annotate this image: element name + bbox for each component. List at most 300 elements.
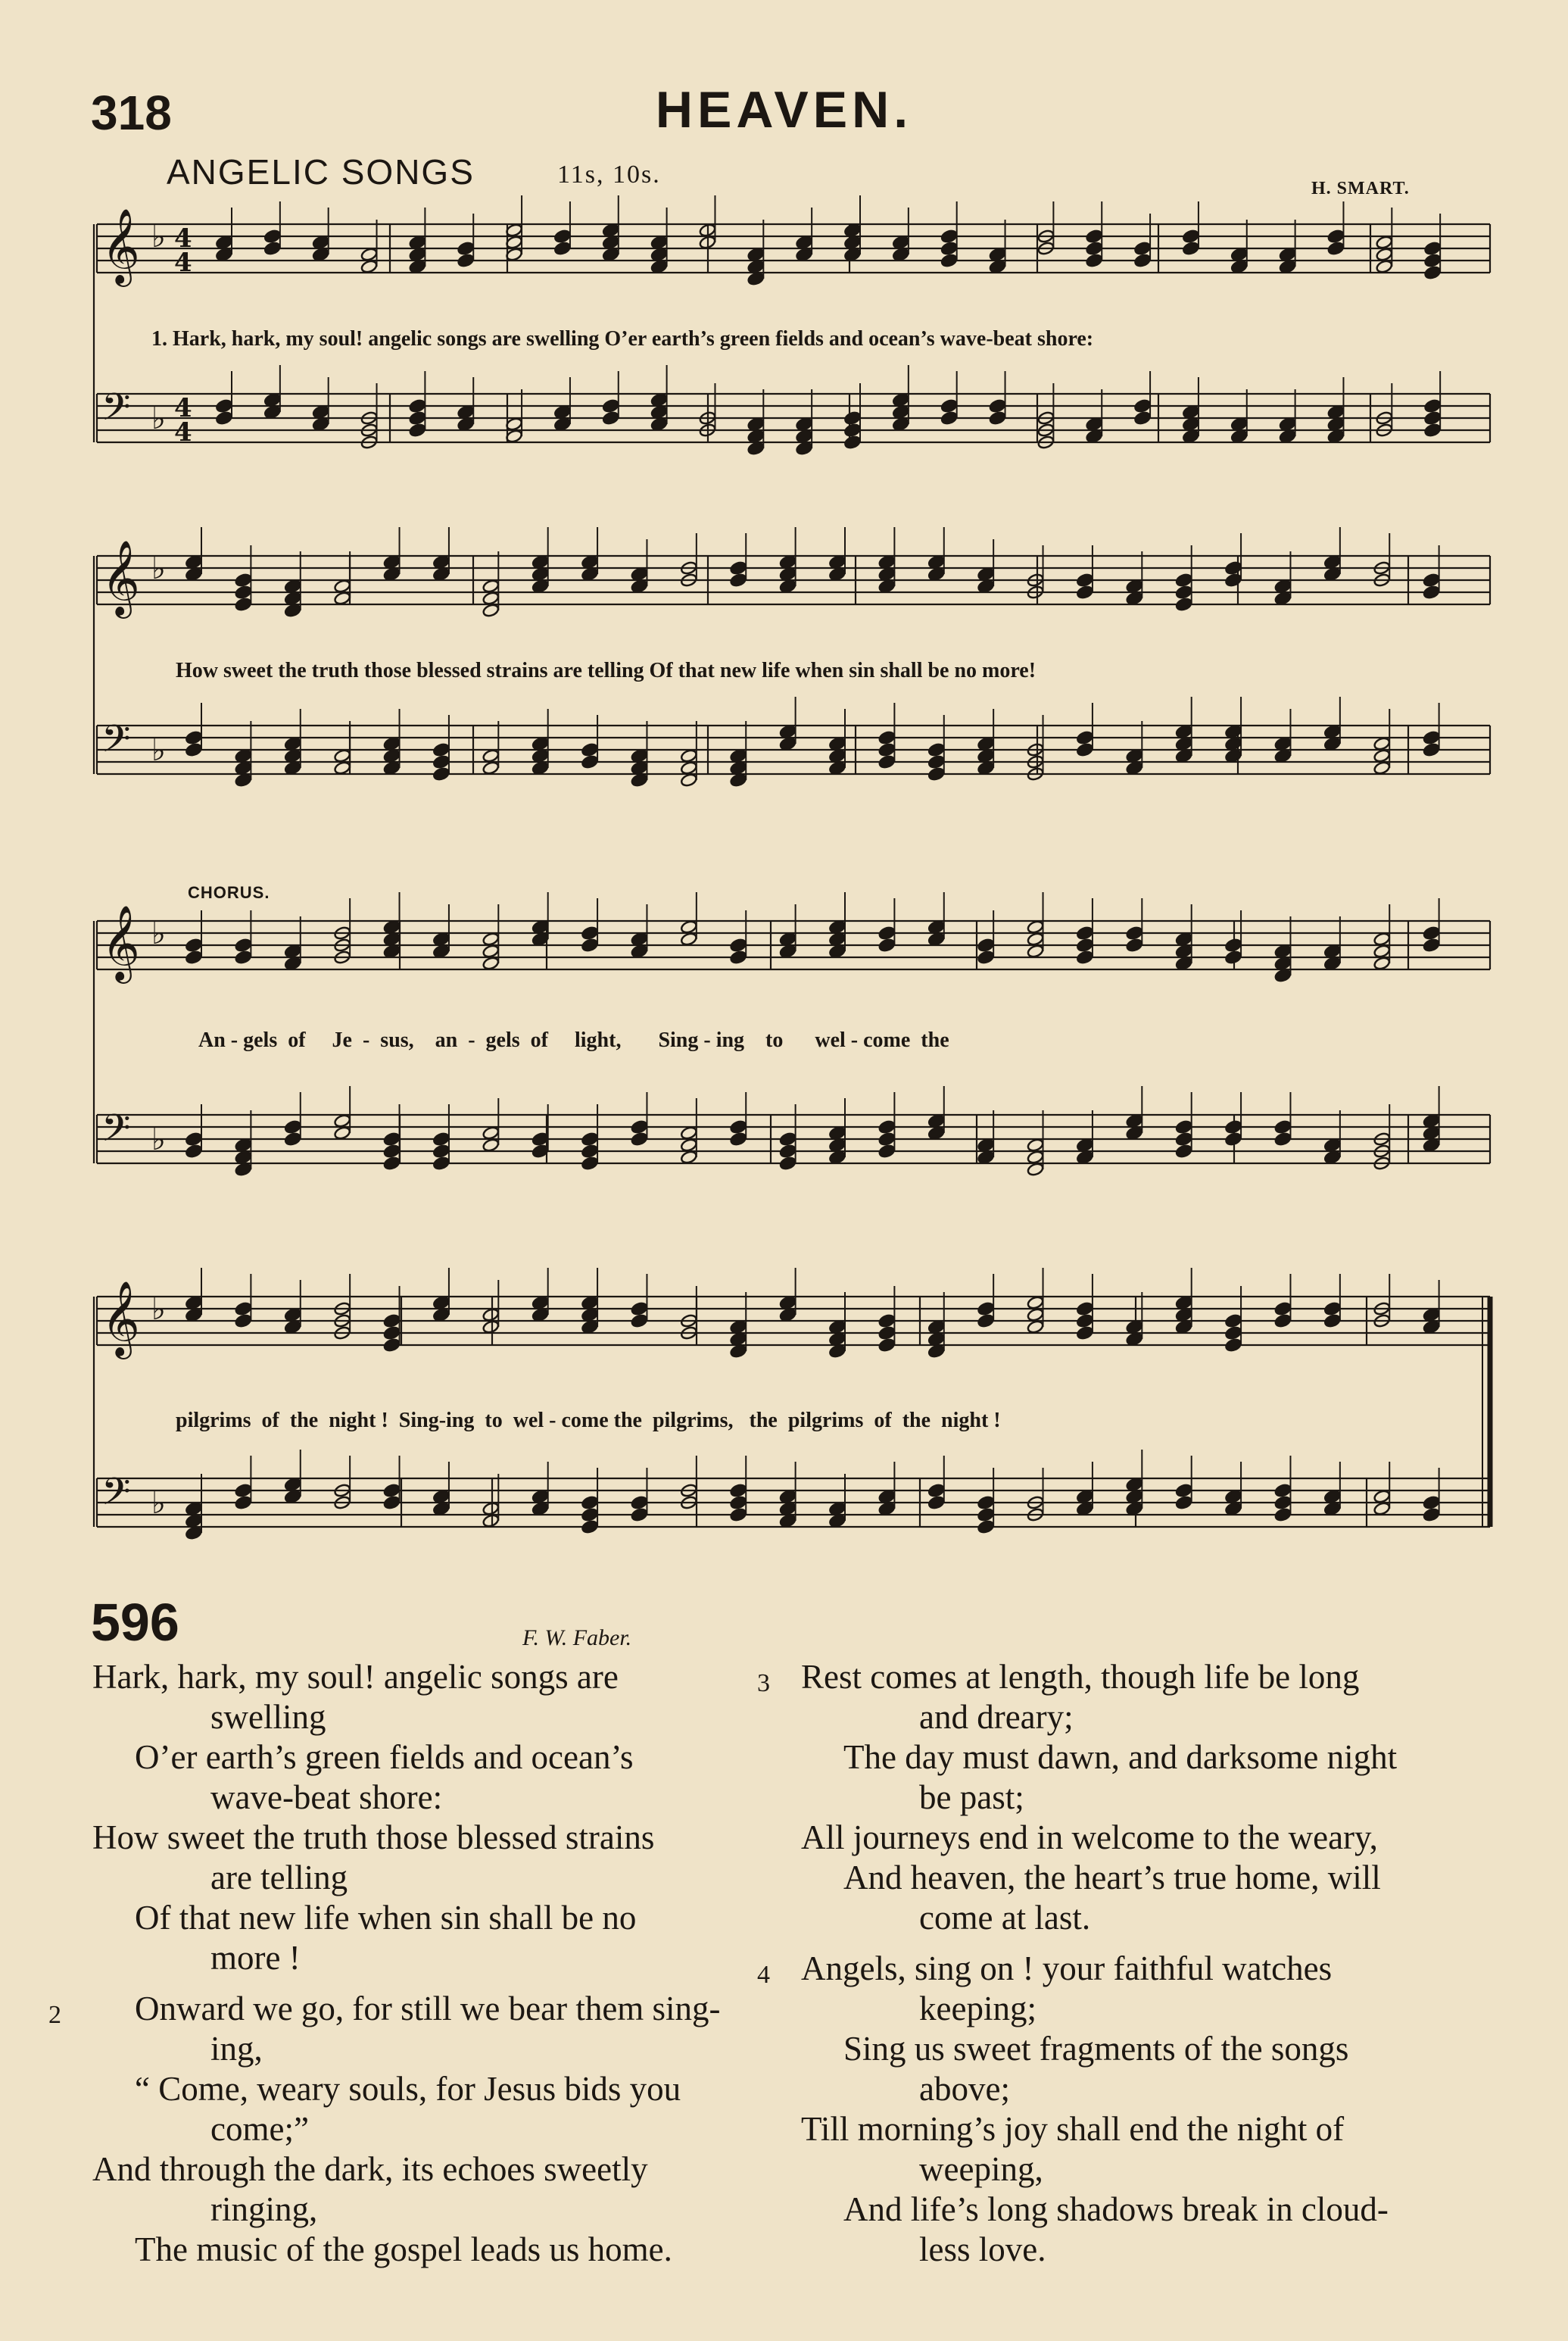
page-number: 318 [91,86,172,140]
note-head [1274,579,1292,594]
note-head [730,1507,747,1522]
note-head [1133,398,1151,414]
note-head [1224,950,1242,965]
note-head [631,748,648,763]
note-head [235,773,252,788]
note-head [1423,730,1440,745]
note-head [1423,423,1441,438]
note-head [581,554,598,570]
note-head [631,1119,648,1135]
stanza-line: Hark, hark, my soul! angelic songs are [92,1658,619,1696]
note-head [284,956,301,971]
note-head [333,1113,351,1128]
note-head [581,1307,598,1322]
note-head [1175,944,1192,959]
note-head [779,1307,796,1322]
note-head [185,1295,202,1310]
note-head [1423,1113,1440,1128]
note-head [1224,1325,1242,1341]
note-head [333,748,351,763]
note-head [263,229,281,244]
note-head [333,591,351,606]
note-head [1376,247,1393,262]
stanza-line: weeping, [919,2150,1043,2188]
note-head [1423,1138,1440,1153]
note-head [185,1131,202,1147]
note-head [843,235,861,250]
bass-clef: 𝄢 [101,385,131,439]
note-head [1274,748,1292,763]
note-head [185,742,202,757]
note-head [1175,956,1192,971]
note-head [1274,1119,1292,1135]
note-head [828,1319,846,1334]
flat-sign: ♭ [151,1292,166,1327]
note-head [977,938,994,953]
note-head [235,597,252,612]
note-head [1423,253,1441,268]
stanza-line: The day must dawn, and darksome night [843,1738,1398,1776]
note-head [1126,1331,1143,1347]
note-head [185,1144,202,1159]
note-head [333,760,351,776]
note-head [1224,938,1242,953]
note-head [892,404,909,420]
note-head [215,247,232,262]
note-head [1327,241,1345,256]
note-head [1423,938,1440,953]
note-head [235,1150,252,1165]
note-head [1133,253,1151,268]
note-head [1224,573,1242,588]
note-head [1182,241,1199,256]
note-head [650,259,668,274]
note-head [1027,919,1044,935]
note-head [235,938,252,953]
note-head [1224,1119,1242,1135]
note-head [828,919,846,935]
note-head [1076,1138,1093,1153]
stanza-line: above; [919,2070,1010,2108]
bass-clef: 𝄢 [101,717,131,770]
note-head [730,950,747,965]
note-head [1076,938,1093,953]
note-head [482,1125,500,1141]
note-head [828,1513,846,1528]
note-head [977,1301,994,1316]
note-head [185,1501,202,1516]
note-head [747,417,765,432]
note-head [383,1495,401,1510]
note-head [235,760,252,776]
note-head [1175,1307,1192,1322]
note-head [1076,925,1093,941]
time-signature: 4 [174,223,192,254]
note-head [650,392,668,407]
note-head [843,410,861,426]
note-head [531,554,549,570]
note-head [650,417,668,432]
note-head [1175,736,1192,751]
note-head [631,760,648,776]
note-head [383,1131,401,1147]
note-head [977,1313,994,1328]
note-head [1423,925,1440,941]
note-head [828,1344,846,1359]
note-head [581,1144,598,1159]
note-head [1323,567,1341,582]
bass-clef: 𝄢 [101,1107,131,1160]
note-head [531,1307,549,1322]
note-head [940,253,958,268]
stanza-line: are telling [210,1859,348,1896]
note-head [779,1144,796,1159]
note-head [284,944,301,959]
note-head [581,567,598,582]
note-head [185,1513,202,1528]
stanza-line: ing, [210,2030,263,2068]
stanza-line: Angels, sing on ! your faithful watches 4 [801,1949,1498,1989]
note-head [927,1344,945,1359]
note-head [383,748,401,763]
note-head [284,1131,301,1147]
note-head [432,1156,450,1171]
note-head [383,567,401,582]
note-head [892,392,909,407]
note-head [1126,579,1143,594]
note-head [1274,1301,1292,1316]
note-head [977,579,994,594]
note-head [1175,1483,1192,1498]
note-head [360,259,378,274]
bass-clef: 𝄢 [101,1470,131,1523]
note-head [795,235,812,250]
note-head [235,1483,252,1498]
chorus-label: CHORUS. [188,883,270,902]
note-head [1076,1313,1093,1328]
note-head [581,1295,598,1310]
note-head [383,1483,401,1498]
note-head [1076,1325,1093,1341]
note-head [828,944,846,959]
note-head [927,1331,945,1347]
note-head [1274,968,1292,983]
note-head [1175,1144,1192,1159]
note-head [989,247,1006,262]
note-head [284,579,301,594]
note-head [977,1519,994,1534]
note-head [1175,1119,1192,1135]
note-head [602,235,619,250]
lyric-line-3: An - gels of Je - sus, an - gels of light, Sing - ing to wel - come the [198,1028,949,1052]
note-head [482,603,500,618]
lyric-line-4: pilgrims of the night ! Sing-ing to wel - come the pilgrims, the pilgrims of the night ! [176,1409,1001,1432]
note-head [531,736,549,751]
note-head [1086,241,1103,256]
note-head [1027,1162,1044,1177]
note-head [1323,1501,1341,1516]
note-head [927,754,945,769]
note-head [927,1113,945,1128]
note-head [779,1513,796,1528]
note-head [1224,1337,1242,1353]
note-head [1027,1138,1044,1153]
note-head [940,410,958,426]
note-head [1224,1131,1242,1147]
note-head [1086,429,1103,444]
note-head [730,938,747,953]
stanza-line: keeping; [919,1990,1037,2027]
note-head [927,932,945,947]
note-head [631,1507,648,1522]
note-head [878,1325,896,1341]
note-head [631,1495,648,1510]
note-head [1373,736,1391,751]
note-head [977,760,994,776]
note-head [1027,932,1044,947]
note-head [284,736,301,751]
note-head [581,1156,598,1171]
note-head [730,1483,747,1498]
note-head [1373,944,1391,959]
note-head [409,398,426,414]
note-head [432,1295,450,1310]
stanza-line: Sing us sweet fragments of the songs [843,2030,1349,2068]
note-head [383,736,401,751]
note-head [1327,429,1345,444]
note-head [795,247,812,262]
note-head [730,748,747,763]
note-head [795,441,812,456]
note-head [1086,229,1103,244]
note-head [284,748,301,763]
hymn-author: F. W. Faber. [522,1625,632,1650]
note-head [892,247,909,262]
note-head [235,1301,252,1316]
stanza-number: 4 [757,1961,770,1989]
note-head [185,938,202,953]
note-head [927,1125,945,1141]
note-head [1027,1295,1044,1310]
note-head [1224,1489,1242,1504]
note-head [1076,1501,1093,1516]
note-head [531,1295,549,1310]
note-head [482,760,500,776]
stanza [757,1657,1498,1938]
note-head [650,404,668,420]
note-head [927,1495,945,1510]
note-head [581,1507,598,1522]
note-head [828,760,846,776]
stanza-line: And heaven, the heart’s true home, will [843,1859,1381,1896]
note-head [235,585,252,600]
note-head [1230,417,1248,432]
note-head [602,247,619,262]
note-head [680,1125,697,1141]
note-head [185,554,202,570]
note-head [989,259,1006,274]
note-head [779,1295,796,1310]
note-head [631,932,648,947]
note-head [878,925,896,941]
stanza-line: O’er earth’s green fields and ocean’s [135,1738,634,1776]
note-head [940,229,958,244]
note-head [1126,760,1143,776]
note-head [409,235,426,250]
note-head [1323,956,1341,971]
note-head [1076,1301,1093,1316]
note-head [215,410,232,426]
note-head [531,1501,549,1516]
note-head [602,223,619,238]
note-head [383,1156,401,1171]
note-head [1373,956,1391,971]
note-head [779,1156,796,1171]
note-head [312,247,329,262]
note-head [360,247,378,262]
stanza-line: ringing, [210,2190,318,2228]
note-head [1423,1125,1440,1141]
treble-clef: 𝄞 [101,540,140,616]
note-head [312,235,329,250]
note-head [927,766,945,782]
note-head [977,1150,994,1165]
note-head [235,950,252,965]
note-head [1182,417,1199,432]
note-head [878,1131,896,1147]
note-head [989,398,1006,414]
note-head [1274,1483,1292,1498]
note-head [602,410,619,426]
note-head [432,567,450,582]
note-head [1224,736,1242,751]
stanza-line: be past; [919,1778,1024,1816]
note-head [432,1144,450,1159]
note-head [1126,938,1143,953]
note-head [383,919,401,935]
note-head [409,259,426,274]
note-head [828,554,846,570]
note-head [631,1131,648,1147]
note-head [828,736,846,751]
note-head [1027,1319,1044,1334]
note-head [284,1307,301,1322]
tune-name: ANGELIC SONGS [167,152,475,192]
note-head [553,241,571,256]
hymn-column-left [48,1657,789,2280]
note-head [531,579,549,594]
note-head [553,404,571,420]
note-head [878,1337,896,1353]
note-head [263,241,281,256]
note-head [235,1313,252,1328]
lyric-line-1: 1. Hark, hark, my soul! angelic songs are swelling O’er earth’s green fields and ocean’s wave-beat shore: [151,327,1094,351]
stanza-line: come at last. [919,1899,1091,1937]
note-head [828,1331,846,1347]
note-head [185,950,202,965]
note-head [1423,241,1441,256]
note-head [1323,1150,1341,1165]
note-head [977,1495,994,1510]
note-head [383,944,401,959]
note-head [383,1144,401,1159]
note-head [581,1131,598,1147]
note-head [432,554,450,570]
note-head [312,404,329,420]
stanza-line: And life’s long shadows break in cloud- [843,2190,1389,2228]
note-head [1373,1489,1391,1504]
note-head [235,573,252,588]
note-head [940,398,958,414]
note-head [1175,1131,1192,1147]
note-head [747,271,765,286]
note-head [878,554,896,570]
note-head [284,1119,301,1135]
note-head [409,410,426,426]
stanza-number: 3 [757,1669,770,1697]
stanza-line: swelling [210,1698,326,1736]
note-head [927,567,945,582]
note-head [1274,944,1292,959]
note-head [631,944,648,959]
stanza-line: wave-beat shore: [210,1778,443,1816]
note-head [284,1477,301,1492]
note-head [432,1489,450,1504]
note-head [1224,1501,1242,1516]
note-head [284,591,301,606]
note-head [1373,760,1391,776]
stanza [48,1989,789,2270]
note-head [383,1337,401,1353]
note-head [747,259,765,274]
note-head [1230,247,1248,262]
note-head [383,1313,401,1328]
note-head [1274,1507,1292,1522]
note-head [1423,742,1440,757]
flat-sign: ♭ [151,1486,166,1521]
note-head [581,1319,598,1334]
note-head [878,1144,896,1159]
note-head [1327,404,1345,420]
note-head [581,925,598,941]
note-head [1133,410,1151,426]
stanza [92,1657,789,1978]
note-head [1175,724,1192,739]
note-head [680,919,697,935]
note-head [878,1501,896,1516]
note-head [828,1138,846,1153]
time-signature: 4 [174,393,192,423]
treble-clef: 𝄞 [101,905,140,981]
note-head [1423,1307,1440,1322]
note-head [828,1501,846,1516]
note-head [680,1150,697,1165]
time-signature: 4 [174,417,192,448]
note-head [1279,429,1296,444]
note-head [1423,573,1440,588]
note-head [828,932,846,947]
note-head [843,223,861,238]
stanza-number: 2 [48,2001,61,2029]
note-head [878,1489,896,1504]
note-head [553,229,571,244]
note-head [1423,1507,1440,1522]
note-head [602,398,619,414]
note-head [1373,748,1391,763]
note-head [927,554,945,570]
note-head [1175,585,1192,600]
note-head [680,760,697,776]
